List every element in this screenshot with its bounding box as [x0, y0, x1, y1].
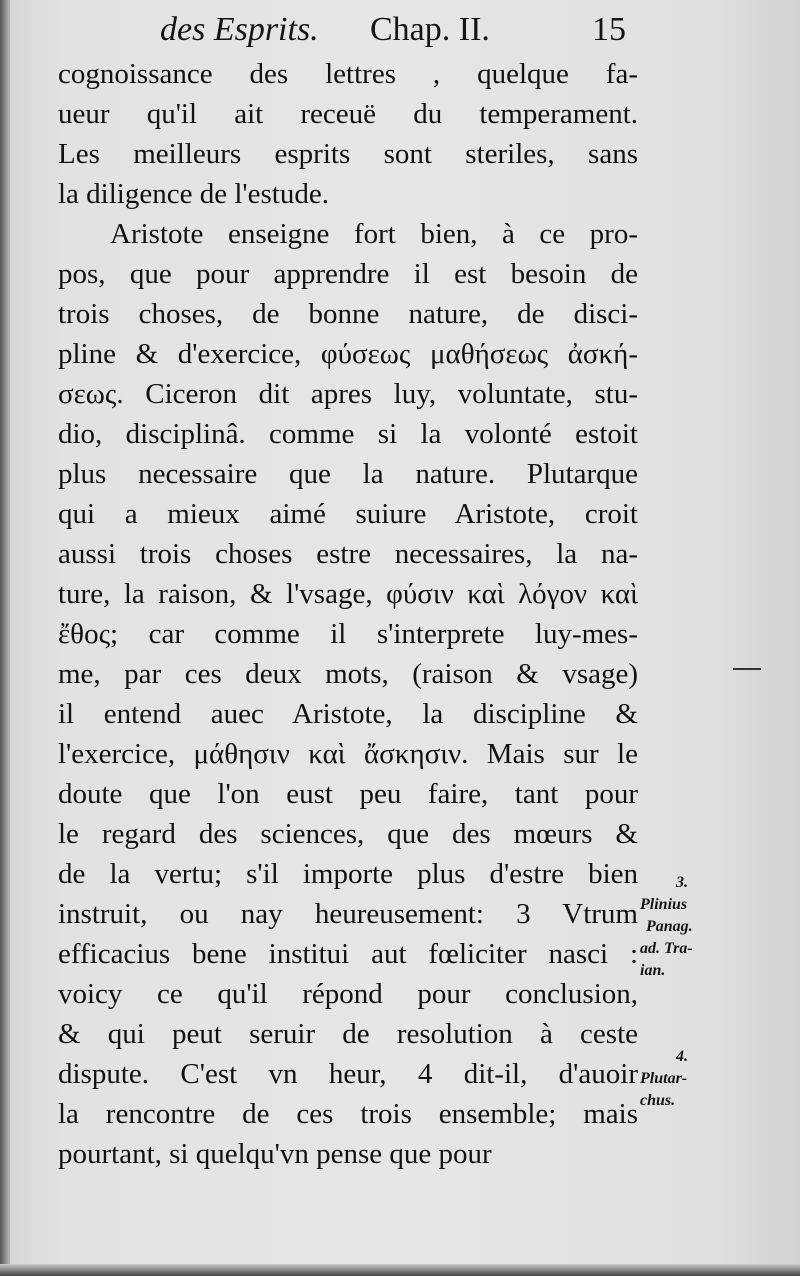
text-line: la diligence de l'estude. [58, 178, 329, 210]
note-line: ian. [640, 962, 666, 979]
running-title: des Esprits. [160, 11, 319, 48]
text-line: il entend auec Aristote, la discipline & [58, 698, 638, 730]
text-line: σεως. Ciceron dit apres luy, voluntate, stu- [58, 378, 638, 410]
text-line: plus necessaire que la nature. Plutarque [58, 458, 638, 490]
text-line: Les meilleurs esprits sont steriles, sans [58, 138, 638, 170]
text-line: dispute. C'est vn heur, 4 dit-il, d'auoir [58, 1058, 638, 1090]
text-line: l'exercice, μάθησιν καὶ ἄσκησιν. Mais sur le [58, 738, 638, 770]
note-line: Plinius [640, 896, 688, 913]
text-line: ueur qu'il ait receuë du temperament. [58, 98, 638, 130]
text-line: qui a mieux aimé suiure Aristote, croit [58, 498, 638, 530]
text-line: voicy ce qu'il répond pour conclusion, [58, 978, 638, 1010]
body-text [58, 54, 638, 1174]
note-number: 3. [676, 874, 688, 891]
margin-rule [733, 668, 761, 670]
page-header [160, 8, 640, 52]
note-line: Panag. [646, 918, 693, 935]
chapter-heading: Chap. II. [370, 11, 490, 48]
page-gutter-shadow [0, 0, 10, 1276]
text-line: le regard des sciences, que des mœurs & [58, 818, 638, 850]
note-line: chus. [640, 1092, 676, 1109]
text-line: pline & d'exercice, φύσεως μαθήσεως ἀσκή- [58, 338, 638, 370]
text-line: me, par ces deux mots, (raison & vsage) [58, 658, 638, 690]
text-line: trois choses, de bonne nature, de disci- [58, 298, 638, 330]
margin-note-plutarch [640, 1046, 760, 1112]
text-line: dio, disciplinâ. comme si la volonté estoit [58, 418, 638, 450]
text-line: la rencontre de ces trois ensemble; mais [58, 1098, 638, 1130]
note-number: 4. [676, 1048, 688, 1065]
text-line: pourtant, si quelqu'vn pense que pour [58, 1138, 492, 1170]
text-line: doute que l'on eust peu faire, tant pour [58, 778, 638, 810]
text-line: cognoissance des lettres , quelque fa- [58, 58, 638, 90]
text-line: ture, la raison, & l'vsage, φύσιν καὶ λόγον καὶ [58, 578, 638, 610]
text-line: aussi trois choses estre necessaires, la na- [58, 538, 638, 570]
text-line: de la vertu; s'il importe plus d'estre bien [58, 858, 638, 890]
text-line: ἔθος; car comme il s'interprete luy-mes- [58, 618, 638, 650]
page-bottom-edge [0, 1264, 800, 1276]
text-line: Aristote enseigne fort bien, à ce pro- [110, 218, 638, 250]
text-line: pos, que pour apprendre il est besoin de [58, 258, 638, 290]
text-line: & qui peut seruir de resolution à ceste [58, 1018, 638, 1050]
page-number: 15 [592, 11, 626, 48]
text-line: instruit, ou nay heureusement: 3 Vtrum [58, 898, 638, 930]
text-line: efficacius bene institui aut fœliciter nasci : [58, 938, 638, 970]
note-line: ad. Tra- [640, 940, 693, 957]
margin-note-pliny [640, 872, 760, 982]
show-through-text [700, 360, 770, 540]
note-line: Plutar- [640, 1070, 688, 1087]
